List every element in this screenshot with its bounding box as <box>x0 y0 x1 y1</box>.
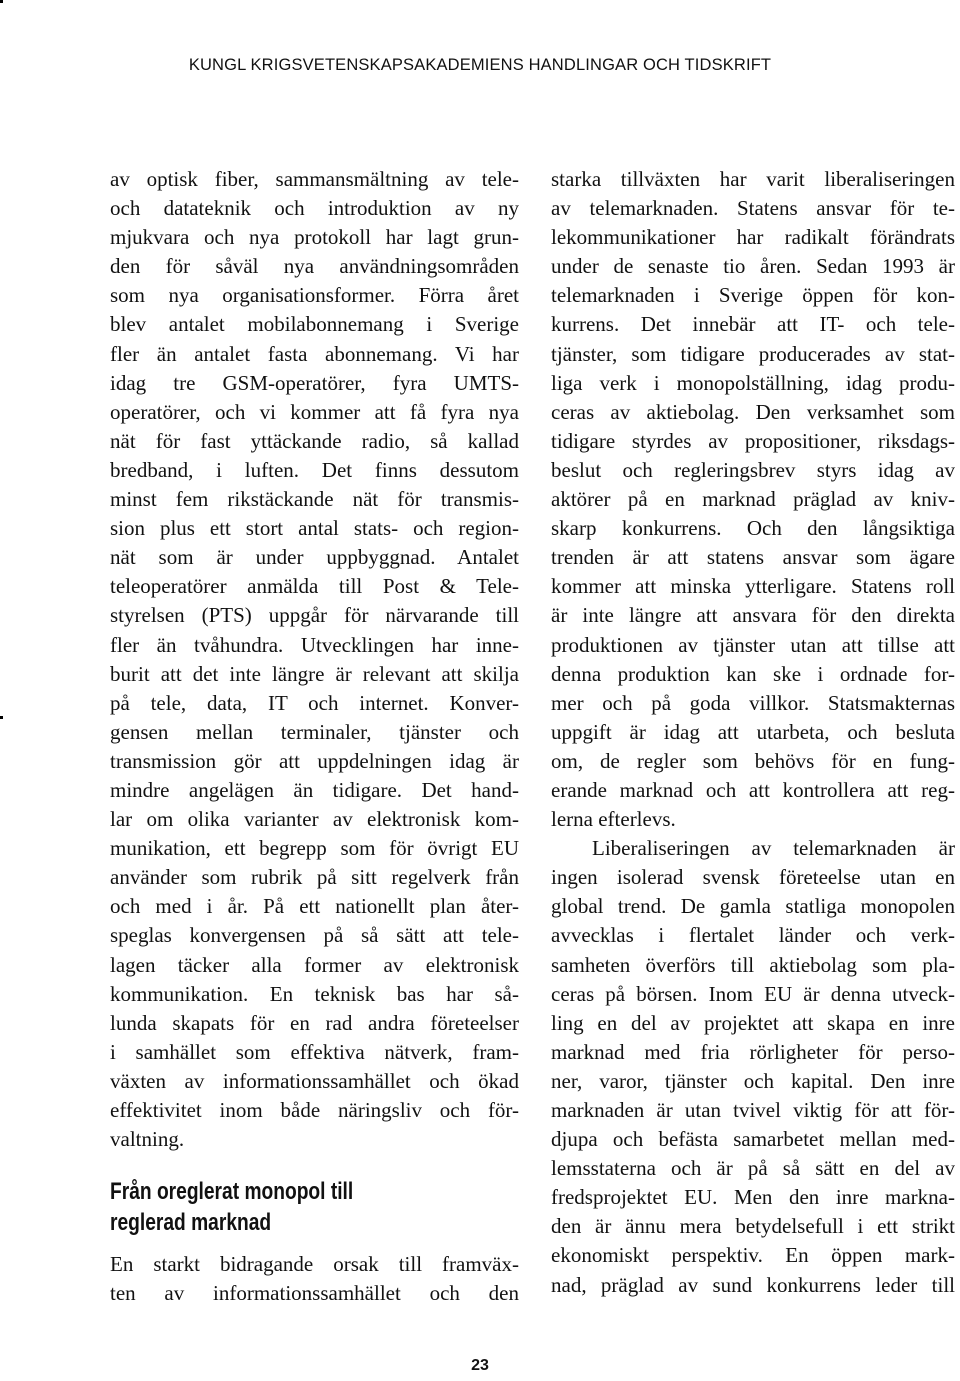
text-line: den för såväl nya användningsområden <box>110 254 519 279</box>
left-body-text-after-heading <box>110 1250 519 1308</box>
right-paragraph-2 <box>551 834 955 1300</box>
section-heading-line: Från oreglerat monopol till <box>110 1178 354 1206</box>
scan-mark-side <box>0 716 3 719</box>
text-line: som nya organisationsformer. Förra året <box>110 283 519 308</box>
text-line: trenden är att statens ansvar som ägare <box>551 545 955 570</box>
text-line: lunda skapats för en rad andra företeelser <box>110 1010 519 1035</box>
text-line: växten av informationssamhället och ökad <box>110 1068 519 1093</box>
text-line: global trend. De gamla statliga monopolen <box>551 894 955 919</box>
text-line: och med i år. På ett nationellt plan åter- <box>110 894 519 919</box>
text-line: munikation, ett begrepp som för övrigt EU <box>110 836 519 861</box>
text-line: mindre angelägen än tidigare. Det hand- <box>110 777 519 802</box>
text-line: kommer att minska ytterligare. Statens roll <box>551 574 955 599</box>
text-line: telemarknaden i Sverige öppen för kon- <box>551 283 955 308</box>
text-line: kommunikation. En teknisk bas har så- <box>110 981 519 1006</box>
text-line: fredsprojektet EU. Men den inre markna- <box>551 1185 955 1210</box>
text-line: fler än antalet fasta abonnemang. Vi har <box>110 341 519 366</box>
text-line: operatörer, och vi kommer att få fyra nya <box>110 399 519 424</box>
text-line: burit att det inte längre är relevant att skilja <box>110 661 519 686</box>
text-line: på tele, data, IT och internet. Konver- <box>110 690 519 715</box>
text-line: samheten överförs till aktiebolag som pla- <box>551 952 955 977</box>
text-line: effektivitet inom både näringsliv och för- <box>110 1098 519 1122</box>
right-paragraph-1 <box>551 165 955 834</box>
text-line: och datateknik och introduktion av ny <box>110 196 519 221</box>
text-line: ekonomiskt perspektiv. En öppen mark- <box>551 1243 955 1268</box>
text-line: den är ännu mera betydelsefull i ett strikt <box>551 1214 955 1239</box>
text-line: minst fem rikstäckande nät för transmis- <box>110 487 519 512</box>
text-line: valtning. <box>110 1127 185 1152</box>
text-line: använder som rubrik på sitt regelverk från <box>110 865 519 890</box>
text-line: Liberaliseringen av telemarknaden är <box>592 836 955 861</box>
text-line: mer och på goda villkor. Statsmakternas <box>551 690 955 715</box>
text-line: lerna efterlevs. <box>551 807 676 832</box>
left-column <box>110 165 519 1308</box>
scan-mark-top <box>0 0 3 3</box>
text-line: transmission gör att uppdelningen idag är <box>110 748 519 773</box>
left-body-text <box>110 165 519 1154</box>
text-line: i samhället som effektiva nätverk, fram- <box>110 1039 519 1064</box>
text-line: nad, präglad av sund konkurrens leder till <box>551 1272 955 1297</box>
text-line: ingen isolerad svensk företeelse utan en <box>551 865 955 890</box>
text-line: kurrens. Det innebär att IT- och tele- <box>551 312 955 337</box>
text-line: under de senaste tio åren. Sedan 1993 är <box>551 254 955 279</box>
text-line: nät som är under uppbyggnad. Antalet <box>110 545 519 570</box>
text-line: ner, varor, tjänster och kapital. Den inre <box>551 1068 955 1093</box>
text-line: teleoperatörer anmälda till Post & Tele- <box>110 574 519 599</box>
text-line: aktörer på en marknad präglad av kniv- <box>551 487 955 512</box>
text-line: ling en del av projektet att skapa en inre <box>551 1010 955 1035</box>
text-line: djupa och befästa samarbetet mellan med- <box>551 1127 955 1152</box>
text-line: ceras av aktiebolag. Den verksamhet som <box>551 399 955 424</box>
right-column <box>551 165 955 1300</box>
text-line: beslut och regleringsbrev styrs idag av <box>551 457 955 482</box>
text-line: marknaden är utan tvivel viktig för att för- <box>551 1098 955 1122</box>
text-line: bredband, i luften. Det finns dessutom <box>110 457 519 482</box>
text-line: produktionen av tjänster utan att tillse att <box>551 632 955 657</box>
text-line: lagen täcker alla former av elektronisk <box>110 952 519 977</box>
text-line: sion plus ett stort antal stats- och region- <box>110 516 519 541</box>
text-line: avvecklas i flertalet länder och verk- <box>551 923 955 948</box>
text-line: idag tre GSM-operatörer, fyra UMTS- <box>110 370 519 395</box>
text-line: En starkt bidragande orsak till framväx- <box>110 1252 519 1277</box>
text-line: skarp konkurrens. Och den långsiktiga <box>551 516 955 541</box>
section-heading-line: reglerad marknad <box>110 1209 272 1237</box>
page-number: 23 <box>471 1357 489 1374</box>
text-line: denna produktion kan ske i ordnade for- <box>551 661 955 686</box>
text-line: starka tillväxten har varit liberaliseringen <box>551 167 955 191</box>
text-line: tidigare styrdes av propositioner, riksdags- <box>551 428 955 453</box>
text-line: fler än tvåhundra. Utvecklingen har inne- <box>110 632 519 657</box>
text-line: styrelsen (PTS) uppgår för närvarande till <box>110 603 519 628</box>
text-line: uppgift är idag att utarbeta, och besluta <box>551 719 955 744</box>
text-line: om, de regler som behövs för en fung- <box>551 748 955 773</box>
text-line: blev antalet mobilabonnemang i Sverige <box>110 312 519 337</box>
text-line: lemsstaterna och är på så sätt en del av <box>551 1156 955 1181</box>
text-line: tjänster, som tidigare producerades av stat- <box>551 341 955 366</box>
text-line: av telemarknaden. Statens ansvar för te- <box>551 196 955 221</box>
text-line: nät för fast yttäckande radio, så kallad <box>110 428 519 453</box>
section-heading <box>110 1176 519 1238</box>
text-line: lar om olika varianter av elektronisk kom- <box>110 807 519 832</box>
text-line: marknad med fria rörligheter för perso- <box>551 1039 955 1064</box>
running-header: KUNGL KRIGSVETENSKAPSAKADEMIENS HANDLINGAR OCH TIDSKRIFT <box>188 56 772 74</box>
text-line: liga verk i monopolställning, idag produ- <box>551 370 955 395</box>
text-line: gensen mellan terminaler, tjänster och <box>110 719 519 744</box>
text-line: lekommunikationer har radikalt förändrats <box>551 225 955 250</box>
text-line: mjukvara och nya protokoll har lagt grun- <box>110 225 519 250</box>
text-line: speglas konvergensen på så sätt att tele- <box>110 923 519 948</box>
text-line: ten av informationssamhället och den <box>110 1281 519 1306</box>
text-line: av optisk fiber, sammansmältning av tele- <box>110 167 519 191</box>
text-line: erande marknad och att kontrollera att reg- <box>551 777 955 802</box>
text-line: ceras på börsen. Inom EU är denna utveck- <box>551 981 955 1006</box>
text-line: är inte längre att ansvara för den direkta <box>551 603 955 628</box>
